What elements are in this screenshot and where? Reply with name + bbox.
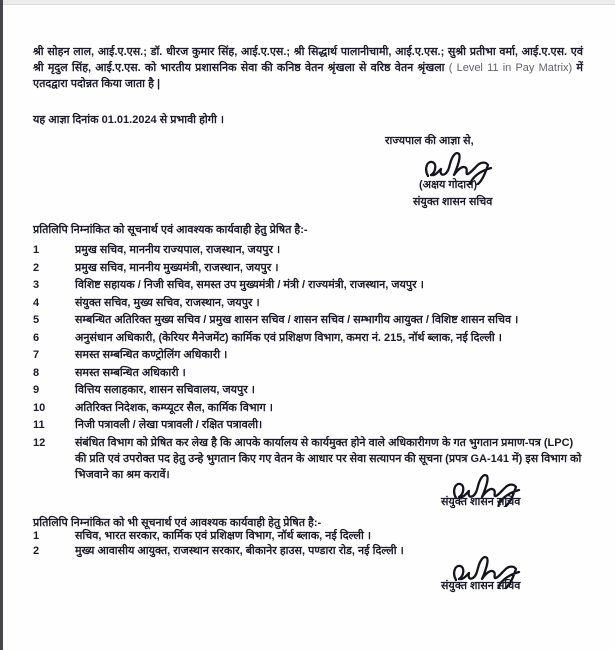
signatory-designation: संयुक्त शासन सचिव (413, 196, 493, 208)
effective-date-line: यह आज्ञा दिनांक 01.01.2024 से प्रभावी होगी । (33, 114, 225, 126)
item-number: 10 (33, 401, 46, 414)
list-item (33, 417, 585, 433)
intro-paragraph-latin-fragment: ( Level 11 in Pay Matrix) (448, 61, 573, 74)
item-text: सचिव, भारत सरकार, कार्मिक एवं प्रशिक्षण विभाग, नॉर्थ ब्लाक, नई दिल्ली । (75, 530, 372, 542)
item-number: 8 (33, 366, 40, 379)
list-item (33, 330, 585, 346)
list-item (33, 347, 585, 363)
intro-paragraph-hindi-before: श्री सोहन लाल, आई.ए.एस.; डॉ. धीरज कुमार सिंह, आई.ए.एस.; श्री सिद्धार्थ पालानीचामी, आई.ए.एस.; सुश्री प्रतीभा वर्मा, आई.ए.एस. एवं श्री मृदुल सिंह, आई.ए.एस. को भारतीय प्रशासनिक सेवा की कनिष्ठ वेतन श्रृंखला से वरिष्ठ वेतन श्रृंखला (33, 46, 583, 74)
list-item (33, 312, 585, 328)
item-number: 7 (33, 349, 40, 361)
item-text: प्रमुख सचिव, माननीय राज्यपाल, राजस्थान, जयपुर । (75, 244, 281, 256)
authority-line: राज्यपाल की आज्ञा से, (385, 135, 474, 147)
list-item (33, 277, 585, 293)
item-number: 5 (33, 314, 40, 326)
item-number: 12 (33, 436, 46, 449)
item-number: 1 (33, 530, 40, 542)
item-number: 4 (33, 296, 40, 309)
item-number: 11 (33, 419, 45, 431)
page-left-edge (0, 0, 3, 650)
list-item (33, 260, 585, 276)
item-number: 3 (33, 279, 40, 291)
list-item (33, 295, 585, 311)
list-item (33, 529, 585, 544)
item-text: प्रमुख सचिव, माननीय मुख्यमंत्री, राजस्थान, जयपुर । (75, 261, 279, 274)
list-item (33, 400, 585, 416)
signatory-designation: संयुक्त शासन सचिव (441, 580, 521, 592)
item-text: संबंधित विभाग को प्रेषित कर लेख है कि आपके कार्यालय से कार्यमुक्त होने वाले अधिकारीगण के गत भुगतान प्रमाण-पत्र (LPC) की प्रति एवं उपरोक्त पद हेतु उन्हे भुगतान किए गए वेतन के आधार पर सेवा सत्यापन की सूचना (प्रपत्र GA-141 में) इस विभाग को भिजवाने का श्रम करावें। (75, 436, 582, 481)
item-text: समस्त सम्बन्धित अधिकारी । (75, 366, 186, 379)
copy-list-2-heading: प्रतिलिपि निम्नांकित को भी सूचनार्थ एवं आवश्यक कार्यवाही हेतु प्रेषित है:- (33, 517, 322, 529)
intro-paragraph-hindi-after: में एतदद्वारा पदोन्नत किया जाता है | (33, 61, 583, 90)
item-text: अतिरिक्त निदेशक, कम्प्यूटर सैल, कार्मिक विभाग । (75, 401, 273, 414)
list-item (33, 365, 585, 381)
item-text: अनुसंधान अधिकारी, (केरियर मैनेजमेंट) कार्मिक एवं प्रशिक्षण विभाग, कमरा नं. 215, नॉर्थ ब्लाक, नई दिल्ली । (75, 331, 502, 344)
intro-paragraph (33, 45, 583, 92)
copy-list-1-heading: प्रतिलिपि निम्नांकित को सूचनार्थ एवं आवश्यक कार्यवाही हेतु प्रेषित है:- (33, 224, 308, 236)
item-text: मुख्य आवासीय आयुक्त, राजस्थान सरकार, बीकानेर हाउस, पण्डारा रोड, नई दिल्ली । (75, 544, 404, 557)
list-item (33, 242, 585, 258)
signatory-name: (अक्षय गोदारा) (419, 179, 478, 191)
item-text: वित्तिय सलाहकार, शासन सचिवालय, जयपुर । (75, 384, 255, 396)
item-number: 6 (33, 331, 40, 344)
item-number: 9 (33, 384, 40, 396)
item-text: विशिष्ट सहायक / निजी सचिव, समस्त उप मुख्यमंत्री / मंत्री / राज्यमंत्री, राजस्थान, जयपुर । (75, 279, 424, 291)
item-text: संयुक्त सचिव, मुख्य सचिव, राजस्थान, जयपुर । (75, 296, 260, 309)
item-text: सम्बन्धित अतिरिक्त मुख्य सचिव / प्रमुख शासन सचिव / शासन सचिव / सम्भागीय आयुक्त / विशिष्ट शासन सचिव । (75, 314, 519, 326)
copy-list-1 (33, 242, 585, 484)
item-number: 2 (33, 261, 40, 274)
list-item (33, 382, 585, 398)
item-text: निजी पत्रावली / लेखा पत्रावली / रक्षित पत्रावली। (75, 419, 263, 431)
signatory-designation: संयुक्त शासन सचिव (441, 496, 521, 508)
page-top-edge (0, 0, 615, 5)
item-number: 1 (33, 244, 40, 256)
item-number: 2 (33, 544, 40, 557)
item-text: समस्त सम्बन्धित कण्ट्रोलिंग अधिकारी । (75, 349, 228, 361)
